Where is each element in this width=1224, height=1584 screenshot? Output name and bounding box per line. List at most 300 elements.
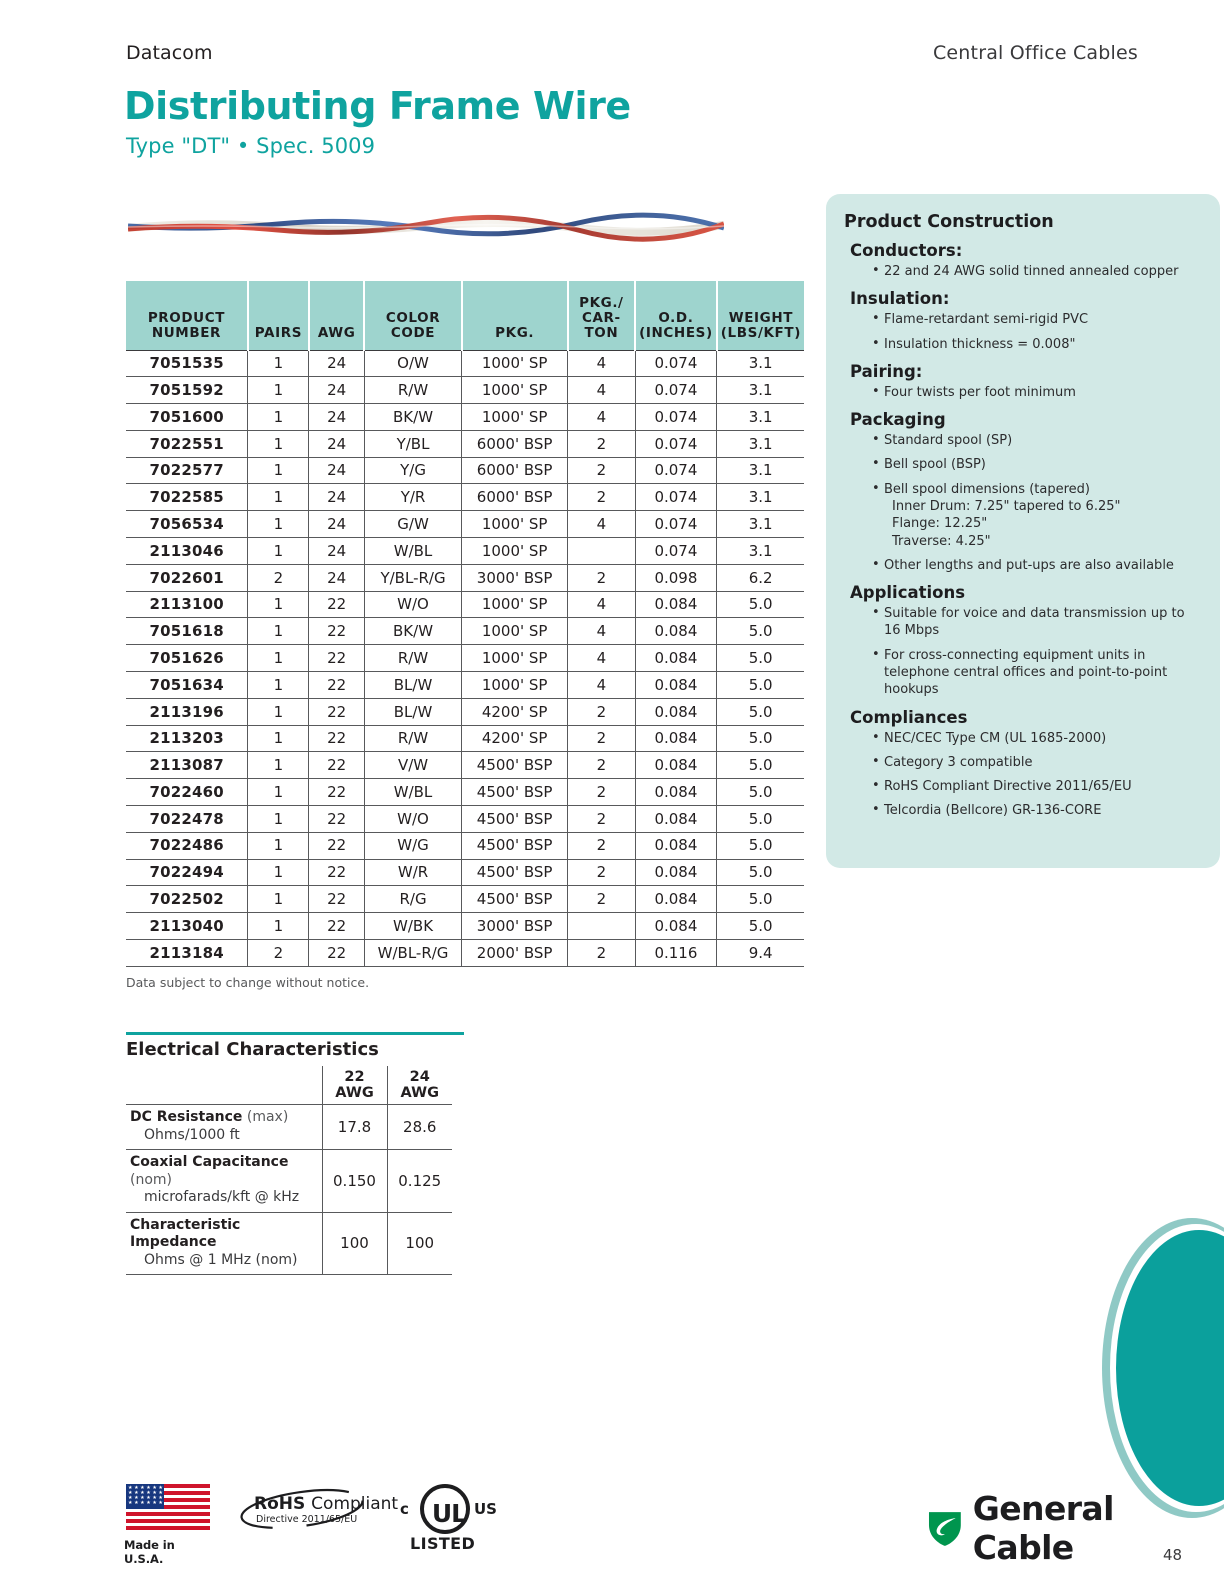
panel-section-title: Insulation: — [850, 289, 950, 309]
cell-awg: 22 — [309, 779, 364, 806]
cell-pkg-per-carton — [568, 913, 636, 940]
cell-pkg: 1000' SP — [462, 538, 568, 565]
panel-list-item: • Flame-retardant semi-rigid PVC — [872, 311, 1200, 328]
cell-pkg: 1000' SP — [462, 672, 568, 699]
table-row — [126, 564, 804, 591]
panel-list-item: • Suitable for voice and data transmission up to 16 Mbps — [872, 605, 1200, 640]
table-row — [126, 832, 804, 859]
cell-pkg-per-carton: 4 — [568, 672, 636, 699]
column-header-pkg — [462, 281, 568, 350]
table-row — [126, 698, 804, 725]
cell-pairs: 1 — [248, 752, 309, 779]
cell-od: 0.074 — [635, 404, 717, 431]
usa-flag-icon — [124, 1484, 210, 1566]
cell-product-number: 7022478 — [126, 806, 248, 833]
panel-section-title: Pairing: — [850, 361, 923, 381]
column-header-weight — [717, 281, 804, 350]
rohs-main-label: RoHS Compliant — [254, 1494, 399, 1514]
cell-pkg-per-carton: 2 — [568, 832, 636, 859]
cell-product-number: 7051634 — [126, 672, 248, 699]
cell-pkg-per-carton: 2 — [568, 725, 636, 752]
cable-product-image — [128, 212, 724, 242]
cell-color-code: W/BK — [364, 913, 461, 940]
table-row — [126, 806, 804, 833]
product-specification-table — [126, 281, 804, 967]
cell-pkg: 3000' BSP — [462, 913, 568, 940]
cell-weight: 9.4 — [717, 940, 804, 967]
cell-awg: 22 — [309, 913, 364, 940]
panel-list-item: • Standard spool (SP) — [872, 432, 1200, 449]
product-construction-panel — [826, 194, 1220, 868]
cell-color-code: Y/G — [364, 457, 461, 484]
cell-pairs: 1 — [248, 591, 309, 618]
flag-canton: ★★★★★★ ★★★★★★ ★★★★★★ ★★★★★★ — [126, 1484, 164, 1509]
cell-awg: 24 — [309, 564, 364, 591]
cell-color-code: Y/BL — [364, 430, 461, 457]
cell-pkg: 4500' BSP — [462, 859, 568, 886]
cell-pkg-per-carton: 2 — [568, 779, 636, 806]
product-table-body — [126, 350, 804, 966]
panel-list-item: • Bell spool dimensions (tapered) Inner Drum: 7.25" tapered to 6.25" Flange: 12.25" Traverse: 4.25" — [872, 481, 1200, 550]
cell-pairs: 1 — [248, 806, 309, 833]
cell-awg: 22 — [309, 672, 364, 699]
cell-pkg: 1000' SP — [462, 511, 568, 538]
cell-weight: 3.1 — [717, 430, 804, 457]
made-in-usa-label: Made in U.S.A. — [124, 1538, 175, 1566]
electrical-characteristics-table — [126, 1066, 452, 1275]
cell-od: 0.084 — [635, 698, 717, 725]
cell-pkg: 4500' BSP — [462, 806, 568, 833]
page-number: 48 — [1163, 1546, 1183, 1564]
cell-pkg-per-carton: 4 — [568, 645, 636, 672]
panel-list-item: • 22 and 24 AWG solid tinned annealed copper — [872, 263, 1200, 280]
ul-listed-icon — [394, 1480, 506, 1552]
table-row — [126, 752, 804, 779]
cell-product-number: 7022577 — [126, 457, 248, 484]
cell-pkg-per-carton: 4 — [568, 404, 636, 431]
cell-od: 0.084 — [635, 832, 717, 859]
cell-pkg-per-carton: 2 — [568, 752, 636, 779]
column-header-line: O.D. — [658, 310, 694, 327]
cell-pairs: 1 — [248, 404, 309, 431]
cell-product-number: 7022502 — [126, 886, 248, 913]
cell-weight: 3.1 — [717, 538, 804, 565]
table-row — [126, 457, 804, 484]
cell-pkg-per-carton: 2 — [568, 484, 636, 511]
electrical-section-title: Electrical Characteristics — [126, 1039, 379, 1060]
cell-weight: 5.0 — [717, 698, 804, 725]
column-header-pairs — [248, 281, 309, 350]
cell-awg: 22 — [309, 698, 364, 725]
general-cable-shield-icon — [926, 1508, 964, 1548]
cell-od: 0.084 — [635, 725, 717, 752]
ul-us-mark: US — [474, 1500, 497, 1518]
cell-pairs: 2 — [248, 564, 309, 591]
column-header-line: AWG — [317, 325, 356, 342]
cell-weight: 5.0 — [717, 859, 804, 886]
cell-weight: 5.0 — [717, 591, 804, 618]
cell-awg: 22 — [309, 940, 364, 967]
cell-pairs: 1 — [248, 484, 309, 511]
electrical-table-row — [126, 1105, 452, 1150]
panel-list-item: • Telcordia (Bellcore) GR-136-CORE — [872, 802, 1200, 819]
cell-pairs: 1 — [248, 538, 309, 565]
panel-list-subline: Flange: 12.25" — [892, 516, 988, 532]
column-header-line: (LBS/KFT) — [720, 325, 801, 342]
cell-pkg-per-carton: 2 — [568, 886, 636, 913]
cell-pairs: 1 — [248, 725, 309, 752]
panel-section-title: Packaging — [850, 410, 946, 430]
cell-awg: 22 — [309, 591, 364, 618]
header-section-label: Central Office Cables — [932, 42, 1138, 64]
cell-pkg: 1000' SP — [462, 404, 568, 431]
cell-product-number: 2113046 — [126, 538, 248, 565]
cell-weight: 3.1 — [717, 511, 804, 538]
panel-list-item: • RoHS Compliant Directive 2011/65/EU — [872, 778, 1200, 795]
table-row — [126, 538, 804, 565]
cell-color-code: W/G — [364, 832, 461, 859]
electrical-value-22awg: 17.8 — [322, 1105, 387, 1150]
cell-pkg-per-carton — [568, 538, 636, 565]
cell-pairs: 1 — [248, 832, 309, 859]
cell-awg: 24 — [309, 538, 364, 565]
cell-weight: 5.0 — [717, 886, 804, 913]
column-header-line: CODE — [390, 325, 436, 342]
cell-pairs: 1 — [248, 377, 309, 404]
table-row — [126, 484, 804, 511]
cell-od: 0.084 — [635, 591, 717, 618]
electrical-row-label: DC Resistance (max) Ohms/1000 ft — [126, 1105, 322, 1150]
table-disclaimer-note: Data subject to change without notice. — [126, 975, 370, 990]
cell-pkg-per-carton: 2 — [568, 859, 636, 886]
cell-weight: 5.0 — [717, 832, 804, 859]
column-header-color-code — [364, 281, 461, 350]
cell-color-code: R/W — [364, 725, 461, 752]
panel-section-list — [858, 605, 1200, 698]
cell-od: 0.084 — [635, 618, 717, 645]
cell-awg: 24 — [309, 430, 364, 457]
column-header-line: PKG. — [495, 325, 535, 342]
table-row — [126, 940, 804, 967]
cell-weight: 5.0 — [717, 752, 804, 779]
cell-product-number: 7051618 — [126, 618, 248, 645]
cell-product-number: 7022460 — [126, 779, 248, 806]
cell-product-number: 7022551 — [126, 430, 248, 457]
table-row — [126, 618, 804, 645]
panel-list-subline: Traverse: 4.25" — [892, 533, 991, 549]
electrical-section-rule — [126, 1032, 464, 1035]
panel-list-item: • For cross-connecting equipment units in telephone central offices and point-to-point hookups — [872, 647, 1200, 699]
panel-section-list — [858, 263, 1200, 280]
cell-weight: 5.0 — [717, 806, 804, 833]
flag-graphic — [126, 1484, 210, 1530]
cell-pkg-per-carton: 4 — [568, 511, 636, 538]
cell-pkg: 1000' SP — [462, 377, 568, 404]
cell-color-code: O/W — [364, 350, 461, 377]
cell-product-number: 7051626 — [126, 645, 248, 672]
cell-awg: 22 — [309, 859, 364, 886]
cell-od: 0.084 — [635, 806, 717, 833]
electrical-column-header-blank — [126, 1066, 322, 1105]
table-row — [126, 404, 804, 431]
cell-pkg: 4500' BSP — [462, 886, 568, 913]
cell-pkg: 2000' BSP — [462, 940, 568, 967]
cell-color-code: W/O — [364, 806, 461, 833]
cell-od: 0.084 — [635, 752, 717, 779]
panel-section-list — [858, 432, 1200, 574]
cell-pkg: 6000' BSP — [462, 457, 568, 484]
cell-od: 0.084 — [635, 886, 717, 913]
cell-product-number: 7022494 — [126, 859, 248, 886]
cell-color-code: R/G — [364, 886, 461, 913]
rohs-compliant-icon — [238, 1486, 399, 1532]
table-row — [126, 511, 804, 538]
table-row — [126, 430, 804, 457]
cell-od: 0.074 — [635, 377, 717, 404]
cell-pairs: 1 — [248, 350, 309, 377]
general-cable-wordmark: General Cable — [972, 1489, 1114, 1567]
electrical-value-24awg: 0.125 — [387, 1150, 452, 1213]
electrical-value-22awg: 0.150 — [322, 1150, 387, 1213]
table-row — [126, 672, 804, 699]
cell-od: 0.098 — [635, 564, 717, 591]
cell-od: 0.116 — [635, 940, 717, 967]
column-header-line: (INCHES) — [639, 325, 713, 342]
ul-c-mark: c — [400, 1500, 409, 1518]
cell-weight: 3.1 — [717, 404, 804, 431]
panel-list-item: • Insulation thickness = 0.008" — [872, 336, 1200, 353]
cell-color-code: W/BL — [364, 538, 461, 565]
cell-awg: 24 — [309, 457, 364, 484]
panel-list-item: • Four twists per foot minimum — [872, 384, 1200, 401]
panel-section-title: Compliances — [850, 707, 968, 727]
cell-color-code: BK/W — [364, 404, 461, 431]
electrical-column-header-22awg: 22 AWG — [322, 1066, 387, 1105]
cell-product-number: 2113100 — [126, 591, 248, 618]
cell-color-code: W/BL — [364, 779, 461, 806]
table-row — [126, 779, 804, 806]
cell-product-number: 2113040 — [126, 913, 248, 940]
panel-section-title: Conductors: — [850, 241, 963, 260]
cell-od: 0.074 — [635, 511, 717, 538]
cell-pairs: 1 — [248, 618, 309, 645]
electrical-row-label: Coaxial Capacitance (nom) microfarads/kft @ kHz — [126, 1150, 322, 1213]
panel-heading: Product Construction — [844, 212, 1054, 232]
panel-section-list — [858, 311, 1200, 353]
table-row — [126, 350, 804, 377]
table-row — [126, 886, 804, 913]
cell-pairs: 1 — [248, 859, 309, 886]
table-row — [126, 725, 804, 752]
cell-color-code: BK/W — [364, 618, 461, 645]
cell-pkg: 6000' BSP — [462, 430, 568, 457]
panel-list-item: • Category 3 compatible — [872, 754, 1200, 771]
cell-product-number: 7022585 — [126, 484, 248, 511]
cell-pairs: 1 — [248, 457, 309, 484]
column-header-line: WEIGHT — [728, 310, 794, 327]
cell-od: 0.074 — [635, 484, 717, 511]
cell-pkg-per-carton: 2 — [568, 940, 636, 967]
table-row — [126, 859, 804, 886]
cell-product-number: 2113087 — [126, 752, 248, 779]
cell-od: 0.084 — [635, 913, 717, 940]
panel-section-list — [858, 730, 1200, 820]
cell-od: 0.074 — [635, 430, 717, 457]
cell-color-code: R/W — [364, 377, 461, 404]
cell-color-code: V/W — [364, 752, 461, 779]
cell-pkg-per-carton: 4 — [568, 377, 636, 404]
panel-list-item: • Other lengths and put-ups are also available — [872, 557, 1200, 574]
column-header-line: PAIRS — [254, 325, 303, 342]
cell-weight: 3.1 — [717, 457, 804, 484]
cell-od: 0.084 — [635, 645, 717, 672]
cell-color-code: W/BL-R/G — [364, 940, 461, 967]
cell-awg: 24 — [309, 404, 364, 431]
cell-weight: 5.0 — [717, 779, 804, 806]
cell-product-number: 7051592 — [126, 377, 248, 404]
header-category-label: Datacom — [126, 42, 213, 64]
cell-od: 0.074 — [635, 538, 717, 565]
column-header-line: CAR- — [581, 310, 621, 327]
cell-pkg: 6000' BSP — [462, 484, 568, 511]
panel-section-list — [858, 384, 1200, 401]
cell-pkg-per-carton: 2 — [568, 806, 636, 833]
electrical-column-header-24awg: 24 AWG — [387, 1066, 452, 1105]
cell-od: 0.074 — [635, 350, 717, 377]
cell-weight: 5.0 — [717, 672, 804, 699]
cell-pkg: 4500' BSP — [462, 752, 568, 779]
panel-section-title: Applications — [850, 583, 966, 603]
table-header-row — [126, 281, 804, 350]
cell-awg: 22 — [309, 752, 364, 779]
cell-awg: 24 — [309, 377, 364, 404]
electrical-header-row — [126, 1066, 452, 1105]
column-header-awg — [309, 281, 364, 350]
cell-od: 0.074 — [635, 457, 717, 484]
panel-sections-container — [844, 241, 1200, 820]
cell-product-number: 7056534 — [126, 511, 248, 538]
cell-color-code: BL/W — [364, 672, 461, 699]
cell-pkg-per-carton: 2 — [568, 457, 636, 484]
cell-color-code: G/W — [364, 511, 461, 538]
cell-pkg-per-carton: 2 — [568, 698, 636, 725]
cell-weight: 3.1 — [717, 377, 804, 404]
electrical-table-body — [126, 1105, 452, 1275]
rohs-directive-label: Directive 2011/65/EU — [256, 1514, 358, 1525]
cell-pairs: 1 — [248, 698, 309, 725]
page-subtitle: Type "DT" • Spec. 5009 — [126, 134, 376, 158]
cell-awg: 22 — [309, 832, 364, 859]
cell-od: 0.084 — [635, 859, 717, 886]
cell-color-code: W/O — [364, 591, 461, 618]
column-header-line: COLOR — [385, 310, 441, 327]
cell-pkg: 3000' BSP — [462, 564, 568, 591]
cell-product-number: 7051535 — [126, 350, 248, 377]
table-row — [126, 913, 804, 940]
cell-color-code: Y/BL-R/G — [364, 564, 461, 591]
cell-awg: 24 — [309, 484, 364, 511]
cell-pkg: 1000' SP — [462, 618, 568, 645]
cell-od: 0.084 — [635, 779, 717, 806]
cell-pairs: 2 — [248, 940, 309, 967]
cell-weight: 3.1 — [717, 484, 804, 511]
table-row — [126, 377, 804, 404]
cell-weight: 5.0 — [717, 618, 804, 645]
cell-product-number: 2113184 — [126, 940, 248, 967]
cell-product-number: 2113196 — [126, 698, 248, 725]
column-header-pkg-per-carton — [568, 281, 636, 350]
cell-pkg: 4200' SP — [462, 698, 568, 725]
table-row — [126, 591, 804, 618]
electrical-value-24awg: 28.6 — [387, 1105, 452, 1150]
electrical-table-row — [126, 1150, 452, 1213]
ul-listed-label: LISTED — [410, 1534, 476, 1553]
cell-pkg: 4200' SP — [462, 725, 568, 752]
cell-pkg-per-carton: 2 — [568, 564, 636, 591]
cell-pairs: 1 — [248, 886, 309, 913]
electrical-table-row — [126, 1212, 452, 1275]
cell-pkg-per-carton: 4 — [568, 618, 636, 645]
cell-pairs: 1 — [248, 779, 309, 806]
cell-awg: 22 — [309, 645, 364, 672]
panel-list-item: • NEC/CEC Type CM (UL 1685-2000) — [872, 730, 1200, 747]
cell-awg: 22 — [309, 618, 364, 645]
cell-product-number: 2113203 — [126, 725, 248, 752]
cell-pairs: 1 — [248, 672, 309, 699]
cell-pkg-per-carton: 4 — [568, 350, 636, 377]
column-header-line: PKG./ — [579, 295, 624, 312]
cell-pairs: 1 — [248, 430, 309, 457]
cell-awg: 22 — [309, 725, 364, 752]
cell-awg: 22 — [309, 806, 364, 833]
cell-weight: 6.2 — [717, 564, 804, 591]
page-title: Distributing Frame Wire — [124, 84, 631, 128]
electrical-value-22awg: 100 — [322, 1212, 387, 1275]
ul-circle-graphic — [420, 1484, 470, 1534]
cell-weight: 5.0 — [717, 913, 804, 940]
column-header-line: PRODUCT — [147, 310, 226, 327]
cell-awg: 24 — [309, 511, 364, 538]
cell-pkg: 1000' SP — [462, 645, 568, 672]
cell-product-number: 7051600 — [126, 404, 248, 431]
cell-weight: 5.0 — [717, 725, 804, 752]
cell-color-code: R/W — [364, 645, 461, 672]
cell-od: 0.084 — [635, 672, 717, 699]
cell-awg: 22 — [309, 886, 364, 913]
electrical-row-label: Characteristic Impedance Ohms @ 1 MHz (nom) — [126, 1212, 322, 1275]
cell-product-number: 7022601 — [126, 564, 248, 591]
panel-list-item: • Bell spool (BSP) — [872, 456, 1200, 473]
cell-weight: 3.1 — [717, 350, 804, 377]
cell-pkg: 4500' BSP — [462, 832, 568, 859]
electrical-value-24awg: 100 — [387, 1212, 452, 1275]
cell-product-number: 7022486 — [126, 832, 248, 859]
column-header-product-number — [126, 281, 248, 350]
cell-pkg-per-carton: 4 — [568, 591, 636, 618]
cell-weight: 5.0 — [717, 645, 804, 672]
cell-pkg: 4500' BSP — [462, 779, 568, 806]
cell-color-code: BL/W — [364, 698, 461, 725]
column-header-line: NUMBER — [151, 325, 222, 342]
cell-pairs: 1 — [248, 645, 309, 672]
cell-pairs: 1 — [248, 511, 309, 538]
cell-color-code: W/R — [364, 859, 461, 886]
cell-pkg-per-carton: 2 — [568, 430, 636, 457]
cell-pkg: 1000' SP — [462, 350, 568, 377]
cell-pairs: 1 — [248, 913, 309, 940]
column-header-line: TON — [584, 325, 619, 342]
column-header-od-inches — [635, 281, 717, 350]
